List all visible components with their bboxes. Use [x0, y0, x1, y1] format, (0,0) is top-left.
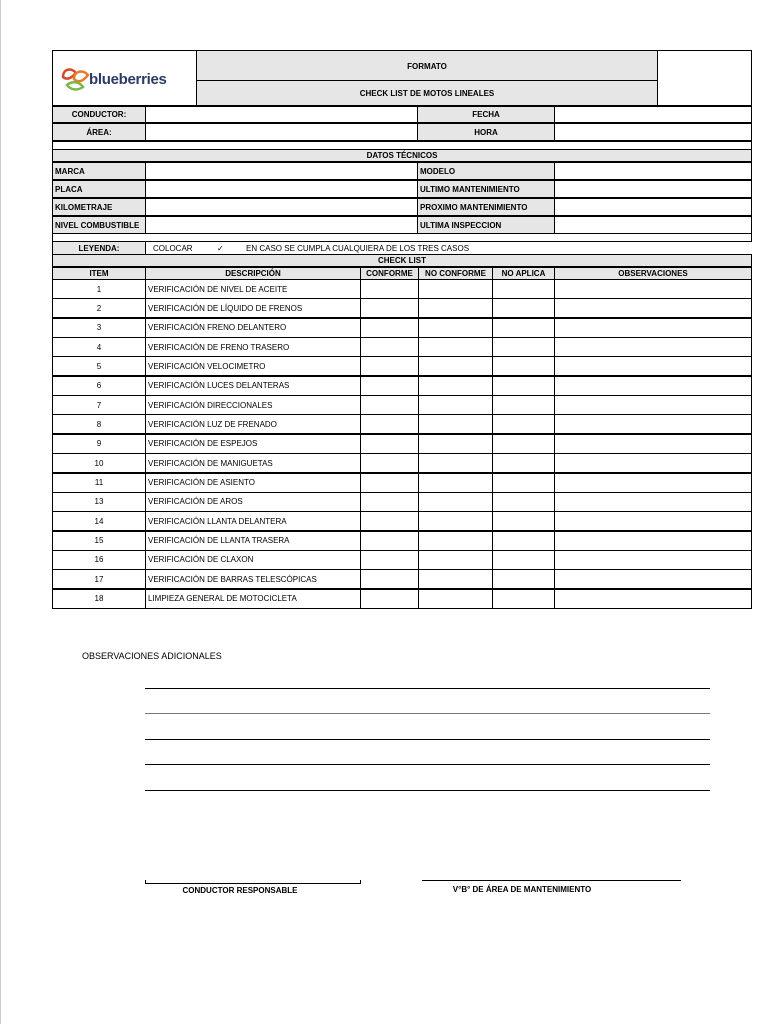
checklist-item-description: VERIFICACIÓN DE MANIGUETAS: [145, 453, 361, 473]
checklist-item-number: 16: [52, 550, 146, 570]
checklist-check-cell[interactable]: [492, 356, 555, 376]
datos-left-input[interactable]: [145, 198, 418, 216]
checklist-check-cell[interactable]: [492, 376, 555, 396]
checklist-item-description: VERIFICACIÓN DE FRENO TRASERO: [145, 337, 361, 357]
checklist-check-cell[interactable]: [492, 395, 555, 415]
checklist-observation-cell[interactable]: [554, 414, 752, 434]
checklist-check-cell[interactable]: [360, 298, 419, 318]
datos-right-label: ULTIMO MANTENIMIENTO: [417, 180, 555, 198]
checklist-check-cell[interactable]: [492, 279, 555, 299]
checklist-item-number: 6: [52, 376, 146, 396]
checklist-item-description: VERIFICACIÓN DE ASIENTO: [145, 473, 361, 493]
checklist-check-cell[interactable]: [418, 337, 493, 357]
checklist-item-description: VERIFICACIÓN DE CLAXON: [145, 550, 361, 570]
checklist-item-number: 8: [52, 414, 146, 434]
checklist-title: CHECK LIST: [52, 254, 752, 267]
format-label: FORMATO: [407, 61, 447, 71]
conductor-label: CONDUCTOR:: [52, 106, 146, 123]
checklist-check-cell[interactable]: [492, 569, 555, 589]
checklist-item-description: VERIFICACIÓN FRENO DELANTERO: [145, 318, 361, 338]
datos-spacer: [52, 234, 752, 241]
checklist-check-cell[interactable]: [360, 511, 419, 531]
checklist-check-cell[interactable]: [418, 395, 493, 415]
checklist-observation-cell[interactable]: [554, 279, 752, 299]
checklist-check-cell[interactable]: [492, 434, 555, 454]
checklist-check-cell[interactable]: [492, 473, 555, 493]
checklist-observation-cell[interactable]: [554, 376, 752, 396]
checklist-check-cell[interactable]: [418, 453, 493, 473]
checklist-check-cell[interactable]: [360, 376, 419, 396]
checklist-item-number: 13: [52, 492, 146, 512]
checklist-check-cell[interactable]: [418, 318, 493, 338]
conductor-input[interactable]: [145, 106, 418, 123]
checklist-item-number: 17: [52, 569, 146, 589]
checklist-item-number: 18: [52, 589, 146, 609]
checklist-check-cell[interactable]: [492, 453, 555, 473]
leyenda-text: EN CASO SE CUMPLA CUALQUIERA DE LOS TRES CASOS: [246, 243, 470, 253]
checklist-item-description: VERIFICACIÓN LUZ DE FRENADO: [145, 414, 361, 434]
area-label: ÁREA:: [52, 123, 146, 141]
checklist-check-cell[interactable]: [418, 279, 493, 299]
signature-right-label: V°B° DE ÁREA DE MANTENIMIENTO: [452, 884, 592, 894]
datos-right-input[interactable]: [554, 180, 752, 198]
checklist-check-cell[interactable]: [360, 414, 419, 434]
checklist-column-header: NO CONFORME: [418, 267, 493, 280]
datos-right-input[interactable]: [554, 162, 752, 180]
checklist-item-number: 4: [52, 337, 146, 357]
checklist-check-cell[interactable]: [418, 356, 493, 376]
checklist-check-cell[interactable]: [360, 492, 419, 512]
checklist-check-cell[interactable]: [418, 589, 493, 609]
checklist-item-description: VERIFICACIÓN DE LÍQUIDO DE FRENOS: [145, 298, 361, 318]
checklist-check-cell[interactable]: [492, 589, 555, 609]
checklist-item-description: VERIFICACIÓN DE BARRAS TELESCÓPICAS: [145, 569, 361, 589]
checklist-item-description: LIMPIEZA GENERAL DE MOTOCICLETA: [145, 589, 361, 609]
checklist-check-cell[interactable]: [418, 492, 493, 512]
checklist-observation-cell[interactable]: [554, 550, 752, 570]
observaciones-line-3[interactable]: [145, 739, 710, 740]
checklist-check-cell[interactable]: [418, 298, 493, 318]
datos-left-label: NIVEL COMBUSTIBLE: [52, 216, 146, 234]
hora-label: HORA: [417, 123, 555, 141]
checklist-item-number: 10: [52, 453, 146, 473]
checklist-observation-cell[interactable]: [554, 318, 752, 338]
checklist-check-cell[interactable]: [360, 395, 419, 415]
checklist-check-cell[interactable]: [418, 569, 493, 589]
logo: [53, 51, 196, 105]
checklist-item-number: 1: [52, 279, 146, 299]
checklist-item-description: VERIFICACIÓN DE LLANTA TRASERA: [145, 531, 361, 551]
observaciones-line-2[interactable]: [145, 713, 710, 714]
checklist-observation-cell[interactable]: [554, 531, 752, 551]
checklist-item-number: 5: [52, 356, 146, 376]
checklist-check-cell[interactable]: [418, 376, 493, 396]
checklist-check-cell[interactable]: [418, 434, 493, 454]
checklist-item-number: 11: [52, 473, 146, 493]
datos-left-label: KILOMETRAJE: [52, 198, 146, 216]
checklist-check-cell[interactable]: [492, 550, 555, 570]
checklist-check-cell[interactable]: [360, 550, 419, 570]
check-icon: ✓: [217, 243, 224, 253]
checklist-column-header: CONFORME: [360, 267, 419, 280]
checklist-observation-cell[interactable]: [554, 511, 752, 531]
checklist-check-cell[interactable]: [360, 356, 419, 376]
area-input[interactable]: [145, 123, 418, 141]
checklist-item-description: VERIFICACIÓN DE NIVEL DE ACEITE: [145, 279, 361, 299]
checklist-check-cell[interactable]: [360, 318, 419, 338]
checklist-observation-cell[interactable]: [554, 298, 752, 318]
checklist-observation-cell[interactable]: [554, 395, 752, 415]
datos-left-input[interactable]: [145, 216, 418, 234]
checklist-item-description: VERIFICACIÓN DE AROS: [145, 492, 361, 512]
checklist-item-description: VERIFICACIÓN LUCES DELANTERAS: [145, 376, 361, 396]
checklist-check-cell[interactable]: [418, 473, 493, 493]
checklist-check-cell[interactable]: [418, 531, 493, 551]
observaciones-line-1[interactable]: [145, 688, 710, 689]
fecha-input[interactable]: [554, 106, 752, 123]
checklist-check-cell[interactable]: [360, 569, 419, 589]
checklist-item-number: 15: [52, 531, 146, 551]
hora-input[interactable]: [554, 123, 752, 141]
checklist-check-cell[interactable]: [360, 589, 419, 609]
checklist-observation-cell[interactable]: [554, 589, 752, 609]
datos-left-input[interactable]: [145, 162, 418, 180]
checklist-check-cell[interactable]: [418, 550, 493, 570]
checklist-check-cell[interactable]: [360, 279, 419, 299]
checklist-item-number: 7: [52, 395, 146, 415]
checklist-check-cell[interactable]: [492, 531, 555, 551]
checklist-check-cell[interactable]: [360, 434, 419, 454]
signature-line-right[interactable]: [422, 880, 681, 881]
checklist-item-description: VERIFICACIÓN LLANTA DELANTERA: [145, 511, 361, 531]
checklist-item-number: 2: [52, 298, 146, 318]
datos-right-input[interactable]: [554, 198, 752, 216]
checklist-check-cell[interactable]: [492, 298, 555, 318]
checklist-item-description: VERIFICACIÓN VELOCIMETRO: [145, 356, 361, 376]
checklist-column-header: OBSERVACIONES: [554, 267, 752, 280]
checklist-item-number: 14: [52, 511, 146, 531]
checklist-observation-cell[interactable]: [554, 453, 752, 473]
signature-left-label: CONDUCTOR RESPONSABLE: [182, 885, 298, 895]
checklist-check-cell[interactable]: [418, 511, 493, 531]
datos-right-input[interactable]: [554, 216, 752, 234]
datos-right-label: ULTIMA INSPECCION: [417, 216, 555, 234]
checklist-check-cell[interactable]: [492, 511, 555, 531]
checklist-column-header: DESCRIPCIÓN: [145, 267, 361, 280]
checklist-item-number: 3: [52, 318, 146, 338]
checklist-observation-cell[interactable]: [554, 492, 752, 512]
checklist-check-cell[interactable]: [360, 531, 419, 551]
checklist-check-cell[interactable]: [492, 414, 555, 434]
checklist-check-cell[interactable]: [418, 414, 493, 434]
checklist-column-header: NO APLICA: [492, 267, 555, 280]
datos-tecnicos-title: DATOS TÉCNICOS: [52, 149, 752, 162]
observaciones-line-4[interactable]: [145, 764, 710, 765]
datos-right-label: PROXIMO MANTENIMIENTO: [417, 198, 555, 216]
fecha-label: FECHA: [417, 106, 555, 123]
checklist-observation-cell[interactable]: [554, 356, 752, 376]
checklist-check-cell[interactable]: [492, 318, 555, 338]
leyenda-label: LEYENDA:: [52, 242, 146, 254]
checklist-item-number: 9: [52, 434, 146, 454]
checklist-observation-cell[interactable]: [554, 569, 752, 589]
checklist-column-header: ITEM: [52, 267, 146, 280]
checklist-check-cell[interactable]: [492, 492, 555, 512]
datos-left-label: MARCA: [52, 162, 146, 180]
observaciones-line-5[interactable]: [145, 790, 710, 791]
logo-text: blueberries: [89, 71, 167, 88]
observaciones-label: OBSERVACIONES ADICIONALES: [82, 651, 222, 661]
checklist-observation-cell[interactable]: [554, 337, 752, 357]
checklist-check-cell[interactable]: [360, 337, 419, 357]
checklist-check-cell[interactable]: [360, 453, 419, 473]
checklist-item-description: VERIFICACIÓN DE ESPEJOS: [145, 434, 361, 454]
datos-left-input[interactable]: [145, 180, 418, 198]
checklist-check-cell[interactable]: [492, 337, 555, 357]
checklist-observation-cell[interactable]: [554, 434, 752, 454]
datos-right-label: MODELO: [417, 162, 555, 180]
page-title: CHECK LIST DE MOTOS LINEALES: [359, 88, 495, 98]
checklist-check-cell[interactable]: [360, 473, 419, 493]
leyenda-colocar: COLOCAR: [153, 243, 193, 253]
page-edge: [0, 0, 1, 1024]
datos-left-label: PLACA: [52, 180, 146, 198]
checklist-observation-cell[interactable]: [554, 473, 752, 493]
checklist-item-description: VERIFICACIÓN DIRECCIONALES: [145, 395, 361, 415]
